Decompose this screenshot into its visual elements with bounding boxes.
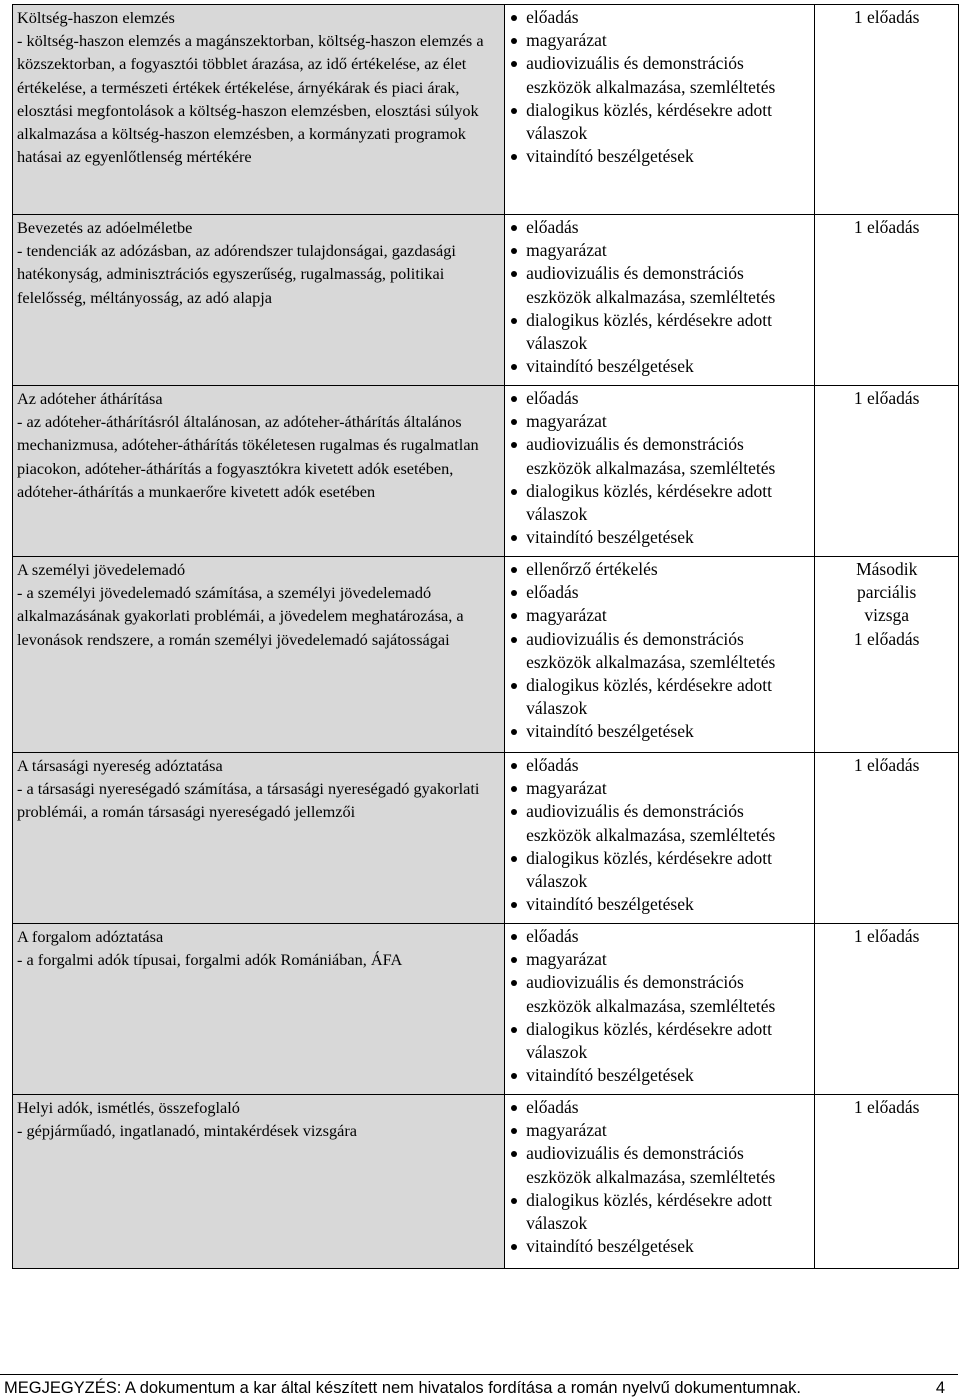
- methods-list: [509, 558, 810, 744]
- list-item: dialogikus közlés, kérdésekre adott válaszok: [509, 847, 810, 893]
- time-line: Második: [856, 559, 918, 579]
- table-row: [13, 1095, 959, 1269]
- table-row: [13, 215, 959, 386]
- list-item: dialogikus közlés, kérdésekre adott válaszok: [509, 1018, 810, 1064]
- methods-list: [509, 216, 810, 378]
- list-item: dialogikus közlés, kérdésekre adott válaszok: [509, 674, 810, 720]
- list-item: audiovizuális és demonstrációs eszközök alkalmazása, szemléltetés: [509, 262, 810, 308]
- topic-description: - a személyi jövedelemadó számítása, a személyi jövedelemadó alkalmazásának gyakorlati problémái, a jövedelem meghatározása, a levonások rendszere, a román személyi jövedelemadó sajátosságai: [17, 583, 464, 649]
- methods-cell: [505, 1095, 815, 1269]
- methods-cell: [505, 753, 815, 924]
- time-allocation: [819, 754, 954, 777]
- list-item: előadás: [509, 581, 810, 604]
- list-item: audiovizuális és demonstrációs eszközök alkalmazása, szemléltetés: [509, 1142, 810, 1188]
- list-item: előadás: [509, 6, 810, 29]
- topic-description: - a forgalmi adók típusai, forgalmi adók Romániában, ÁFA: [17, 950, 403, 970]
- table-row: [13, 386, 959, 557]
- time-line: 1 előadás: [853, 755, 920, 775]
- time-cell: [815, 215, 959, 386]
- topic-cell: [13, 924, 505, 1095]
- list-item: vitaindító beszélgetések: [509, 145, 810, 168]
- topic-title: A személyi jövedelemadó: [17, 560, 186, 579]
- list-item: előadás: [509, 754, 810, 777]
- methods-cell: [505, 5, 815, 215]
- list-item: előadás: [509, 1096, 810, 1119]
- list-item: előadás: [509, 216, 810, 239]
- page-footer: [0, 1374, 958, 1399]
- methods-list: [509, 925, 810, 1087]
- list-item: vitaindító beszélgetések: [509, 1235, 810, 1258]
- list-item: magyarázat: [509, 239, 810, 262]
- list-item: magyarázat: [509, 29, 810, 52]
- methods-cell: [505, 215, 815, 386]
- topic-cell: [13, 1095, 505, 1269]
- list-item: dialogikus közlés, kérdésekre adott válaszok: [509, 1189, 810, 1235]
- list-item: vitaindító beszélgetések: [509, 720, 810, 743]
- topic-description: - költség-haszon elemzés a magánszektorban, költség-haszon elemzés a közszektorban, a fogyasztói többlet árazása, az idő értékelése, az élet értékelése, a természeti értékek értékelése, árnyékárak és piaci árak, elosztási megfontolások a költség-haszon elemzésben, elosztási súlyok alkalmazása a költség-haszon elemzésben, a kormányzati programok hatásai az egyenlőtlenség mértékére: [17, 31, 484, 167]
- methods-cell: [505, 386, 815, 557]
- footer-note: MEGJEGYZÉS: A dokumentum a kar által készített nem hivatalos fordítása a román nyelvű dokumentumnak.: [4, 1379, 801, 1397]
- time-cell: [815, 753, 959, 924]
- topic-title: A társasági nyereség adóztatása: [17, 756, 223, 775]
- time-line: 1 előadás: [853, 926, 920, 946]
- topic-title: Helyi adók, ismétlés, összefoglaló: [17, 1098, 240, 1117]
- time-allocation: [819, 558, 954, 651]
- list-item: magyarázat: [509, 410, 810, 433]
- list-item: audiovizuális és demonstrációs eszközök alkalmazása, szemléltetés: [509, 433, 810, 479]
- time-allocation: [819, 6, 954, 29]
- table-row: [13, 557, 959, 753]
- time-allocation: [819, 1096, 954, 1119]
- topic-description: - tendenciák az adózásban, az adórendszer tulajdonságai, gazdasági hatékonyság, adminisztrációs egyszerűség, rugalmasság, politikai felelősség, méltányosság, az adó alapja: [17, 241, 456, 307]
- methods-list: [509, 387, 810, 549]
- list-item: vitaindító beszélgetések: [509, 1064, 810, 1087]
- table-row: [13, 5, 959, 215]
- list-item: vitaindító beszélgetések: [509, 893, 810, 916]
- methods-list: [509, 6, 810, 168]
- list-item: vitaindító beszélgetések: [509, 526, 810, 549]
- topic-title: Bevezetés az adóelméletbe: [17, 218, 193, 237]
- list-item: előadás: [509, 387, 810, 410]
- time-allocation: [819, 925, 954, 948]
- list-item: audiovizuális és demonstrációs eszközök alkalmazása, szemléltetés: [509, 800, 810, 846]
- topic-title: Költség-haszon elemzés: [17, 8, 175, 27]
- methods-list: [509, 1096, 810, 1258]
- topic-description: - a társasági nyereségadó számítása, a társasági nyereségadó gyakorlati problémái, a román társasági nyereségadó jellemzői: [17, 779, 480, 822]
- topic-cell: [13, 386, 505, 557]
- time-line: 1 előadás: [853, 1097, 920, 1117]
- time-line: 1 előadás: [853, 628, 920, 649]
- time-line: vizsga: [864, 605, 910, 626]
- methods-cell: [505, 557, 815, 753]
- list-item: dialogikus közlés, kérdésekre adott válaszok: [509, 99, 810, 145]
- time-cell: [815, 924, 959, 1095]
- time-cell: [815, 386, 959, 557]
- list-item: audiovizuális és demonstrációs eszközök alkalmazása, szemléltetés: [509, 52, 810, 98]
- methods-cell: [505, 924, 815, 1095]
- list-item: audiovizuális és demonstrációs eszközök alkalmazása, szemléltetés: [509, 628, 810, 674]
- topic-cell: [13, 215, 505, 386]
- list-item: audiovizuális és demonstrációs eszközök alkalmazása, szemléltetés: [509, 971, 810, 1017]
- syllabus-table-body: [13, 5, 959, 1269]
- table-row: [13, 924, 959, 1095]
- time-cell: [815, 557, 959, 753]
- time-line: 1 előadás: [853, 388, 920, 408]
- topic-title: A forgalom adóztatása: [17, 927, 164, 946]
- list-item: vitaindító beszélgetések: [509, 355, 810, 378]
- time-line: 1 előadás: [853, 217, 920, 237]
- topic-description: - gépjárműadó, ingatlanadó, mintakérdések vizsgára: [17, 1121, 357, 1141]
- topic-cell: [13, 753, 505, 924]
- time-allocation: [819, 387, 954, 410]
- list-item: magyarázat: [509, 777, 810, 800]
- list-item: dialogikus közlés, kérdésekre adott válaszok: [509, 480, 810, 526]
- topic-description: - az adóteher-áthárításról általánosan, az adóteher-áthárítás általános mechanizmusa, adóteher-áthárítás tökéletesen rugalmas és rugalmatlan piacokon, adóteher-áthárítás a fogyasztókra kivetett adók esetében, adóteher-áthárítás a munkaerőre kivetett adók esetében: [17, 412, 479, 501]
- topic-cell: [13, 557, 505, 753]
- methods-list: [509, 754, 810, 916]
- list-item: magyarázat: [509, 1119, 810, 1142]
- list-item: előadás: [509, 925, 810, 948]
- time-cell: [815, 5, 959, 215]
- page-number: 4: [935, 1379, 945, 1397]
- time-line: parciális: [857, 582, 917, 603]
- topic-title: Az adóteher áthárítása: [17, 389, 163, 408]
- topic-cell: [13, 5, 505, 215]
- time-cell: [815, 1095, 959, 1269]
- list-item: ellenőrző értékelés: [509, 558, 810, 581]
- list-item: dialogikus közlés, kérdésekre adott válaszok: [509, 309, 810, 355]
- time-line: 1 előadás: [853, 7, 920, 27]
- syllabus-table: [12, 4, 959, 1269]
- table-row: [13, 753, 959, 924]
- time-allocation: [819, 216, 954, 239]
- list-item: magyarázat: [509, 948, 810, 971]
- list-item: magyarázat: [509, 604, 810, 627]
